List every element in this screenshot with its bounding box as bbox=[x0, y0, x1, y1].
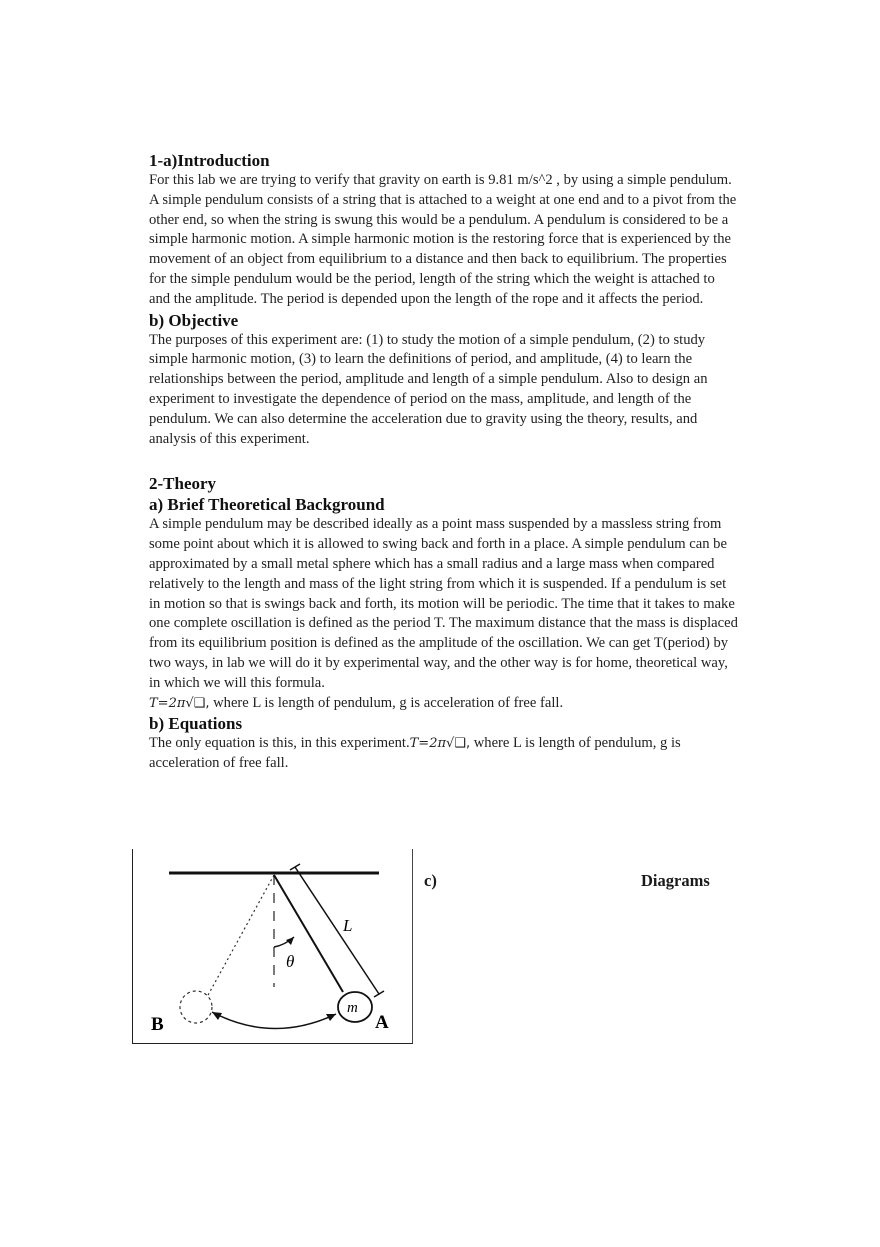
document-body bbox=[149, 150, 739, 774]
pendulum-figure bbox=[133, 849, 414, 1044]
equations-lead: The only equation is this, in this experiment. bbox=[149, 735, 410, 752]
length-tick-top bbox=[290, 864, 300, 870]
swing-arc bbox=[212, 1012, 336, 1029]
introduction-paragraph: For this lab we are trying to verify that gravity on earth is 9.81 m/s^2 , by using a simple pendulum. A simple pendulum consists of a string that is attached to a weight at one end and to a pivot from the other end, so when the string is swung this would be a pendulum. A pendulum is considered to be a simple harmonic motion. A simple harmonic motion is the restoring force that is experienced by the movement of an object from equilibrium to a distance and then back to equilibrium. The properties for the simple pendulum would be the period, length of the string which the weight is attached to and the amplitude. The period is depended upon the length of the rope and it affects the period. bbox=[149, 172, 737, 307]
angle-label: θ bbox=[286, 952, 295, 971]
point-a-label: A bbox=[375, 1012, 389, 1033]
section-heading-theory: 2-Theory bbox=[149, 474, 217, 494]
pendulum-diagram bbox=[132, 849, 413, 1044]
length-tick-bottom bbox=[374, 991, 384, 997]
equations-description: where L is length of pendulum, g is acceleration of free fall. bbox=[149, 735, 681, 772]
subsection-heading-background: a) Brief Theoretical Background bbox=[149, 495, 385, 515]
equations-paragraph bbox=[149, 734, 739, 774]
formula-description: where L is length of pendulum, g is acceleration of free fall. bbox=[209, 694, 564, 711]
section-heading-objective: b) Objective bbox=[149, 310, 239, 330]
section-spacer bbox=[149, 449, 739, 473]
mass-position-b bbox=[180, 991, 212, 1023]
equations-formula: T=2π bbox=[409, 736, 447, 752]
string-position-a bbox=[274, 875, 343, 992]
length-label: L bbox=[343, 916, 353, 935]
section-heading-introduction: 1-a)Introduction bbox=[149, 151, 270, 170]
section-label-c: c) bbox=[424, 871, 437, 890]
string-position-b bbox=[207, 875, 274, 997]
point-b-label: B bbox=[151, 1014, 164, 1035]
section-heading-diagrams: Diagrams bbox=[641, 871, 710, 890]
theory-paragraph bbox=[149, 515, 739, 713]
angle-arrowhead bbox=[286, 937, 294, 945]
equations-sqrt-symbol: √❑, bbox=[446, 736, 471, 752]
objective-paragraph: The purposes of this experiment are: (1) to study the motion of a simple pendulum, (2) to study simple harmonic motion, (3) to learn the definitions of period, and amplitude, (4) to learn the relationships between the period, amplitude and length of a simple pendulum. Also to design an experiment to investigate the dependence of period on the mass, amplitude, and length of the pendulum. We can also determine the acceleration due to gravity using the theory, results, and analysis of this experiment. bbox=[149, 331, 708, 447]
theory-text: A simple pendulum may be described ideally as a point mass suspended by a massless string from some point about which it is allowed to swing back and forth in a place. A simple pendulum can be approximated by a small metal sphere which has a small radius and a large mass when compared relatively to the length and mass of the light string from which it is suspended. If a pendulum is set in motion so that is swings back and forth, its motion will be periodic. The time that it takes to make one complete oscillation is defined as the period T. The maximum distance that the mass is displaced from its equilibrium position is defined as the amplitude of the oscillation. We can get T(period) by two ways, in lab we will do it by experimental way, and the other way is for home, theoretical way, in which we will this formula. bbox=[149, 516, 738, 691]
formula-sqrt-symbol: √❑, bbox=[185, 695, 210, 711]
period-formula: T=2π bbox=[149, 695, 186, 711]
subsection-heading-equations: b) Equations bbox=[149, 714, 243, 734]
mass-label: m bbox=[347, 1000, 358, 1016]
